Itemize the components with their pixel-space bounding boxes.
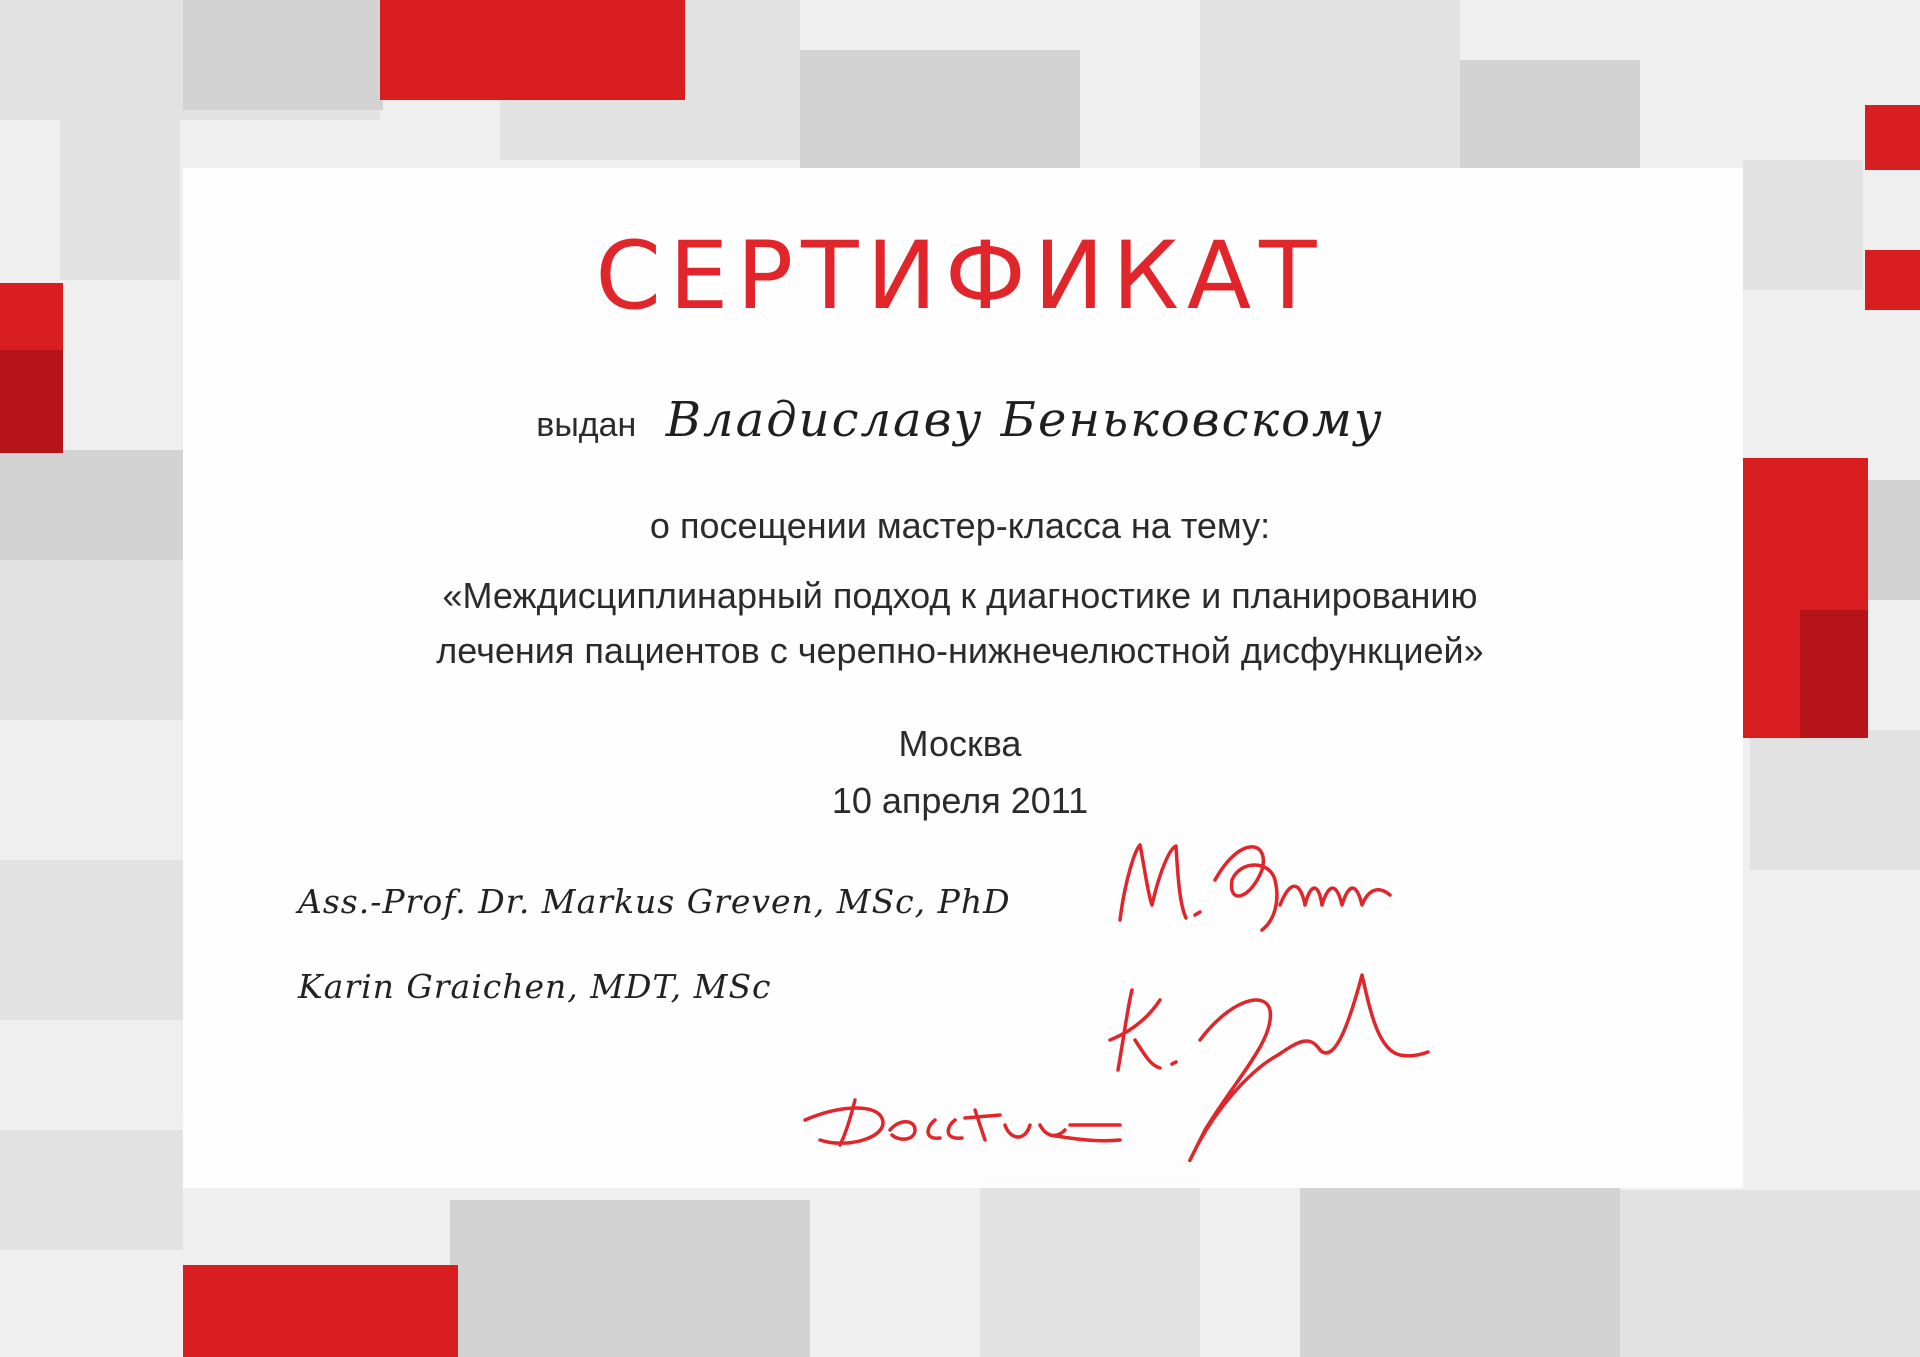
topic-line-1: «Междисциплинарный подход к диагностике и планированию [442, 575, 1478, 616]
city: Москва [898, 723, 1022, 764]
date: 10 апреля 2011 [831, 780, 1089, 821]
recipient-name: Владиславу Беньковскому [665, 392, 1384, 448]
issued-label: выдан [536, 406, 637, 444]
attendance-text: о посещении мастер-класса на тему: [649, 505, 1271, 546]
topic-line-2: лечения пациентов с черепно-нижнечелюстной дисфункцией» [436, 630, 1484, 671]
issued-line [0, 392, 1920, 448]
certificate-title: СЕРТИФИКАТ [595, 222, 1325, 331]
signer-1: Ass.-Prof. Dr. Markus Greven, MSc, PhD [298, 882, 1011, 921]
signer-2: Karin Graichen, MDT, MSc [298, 967, 772, 1006]
